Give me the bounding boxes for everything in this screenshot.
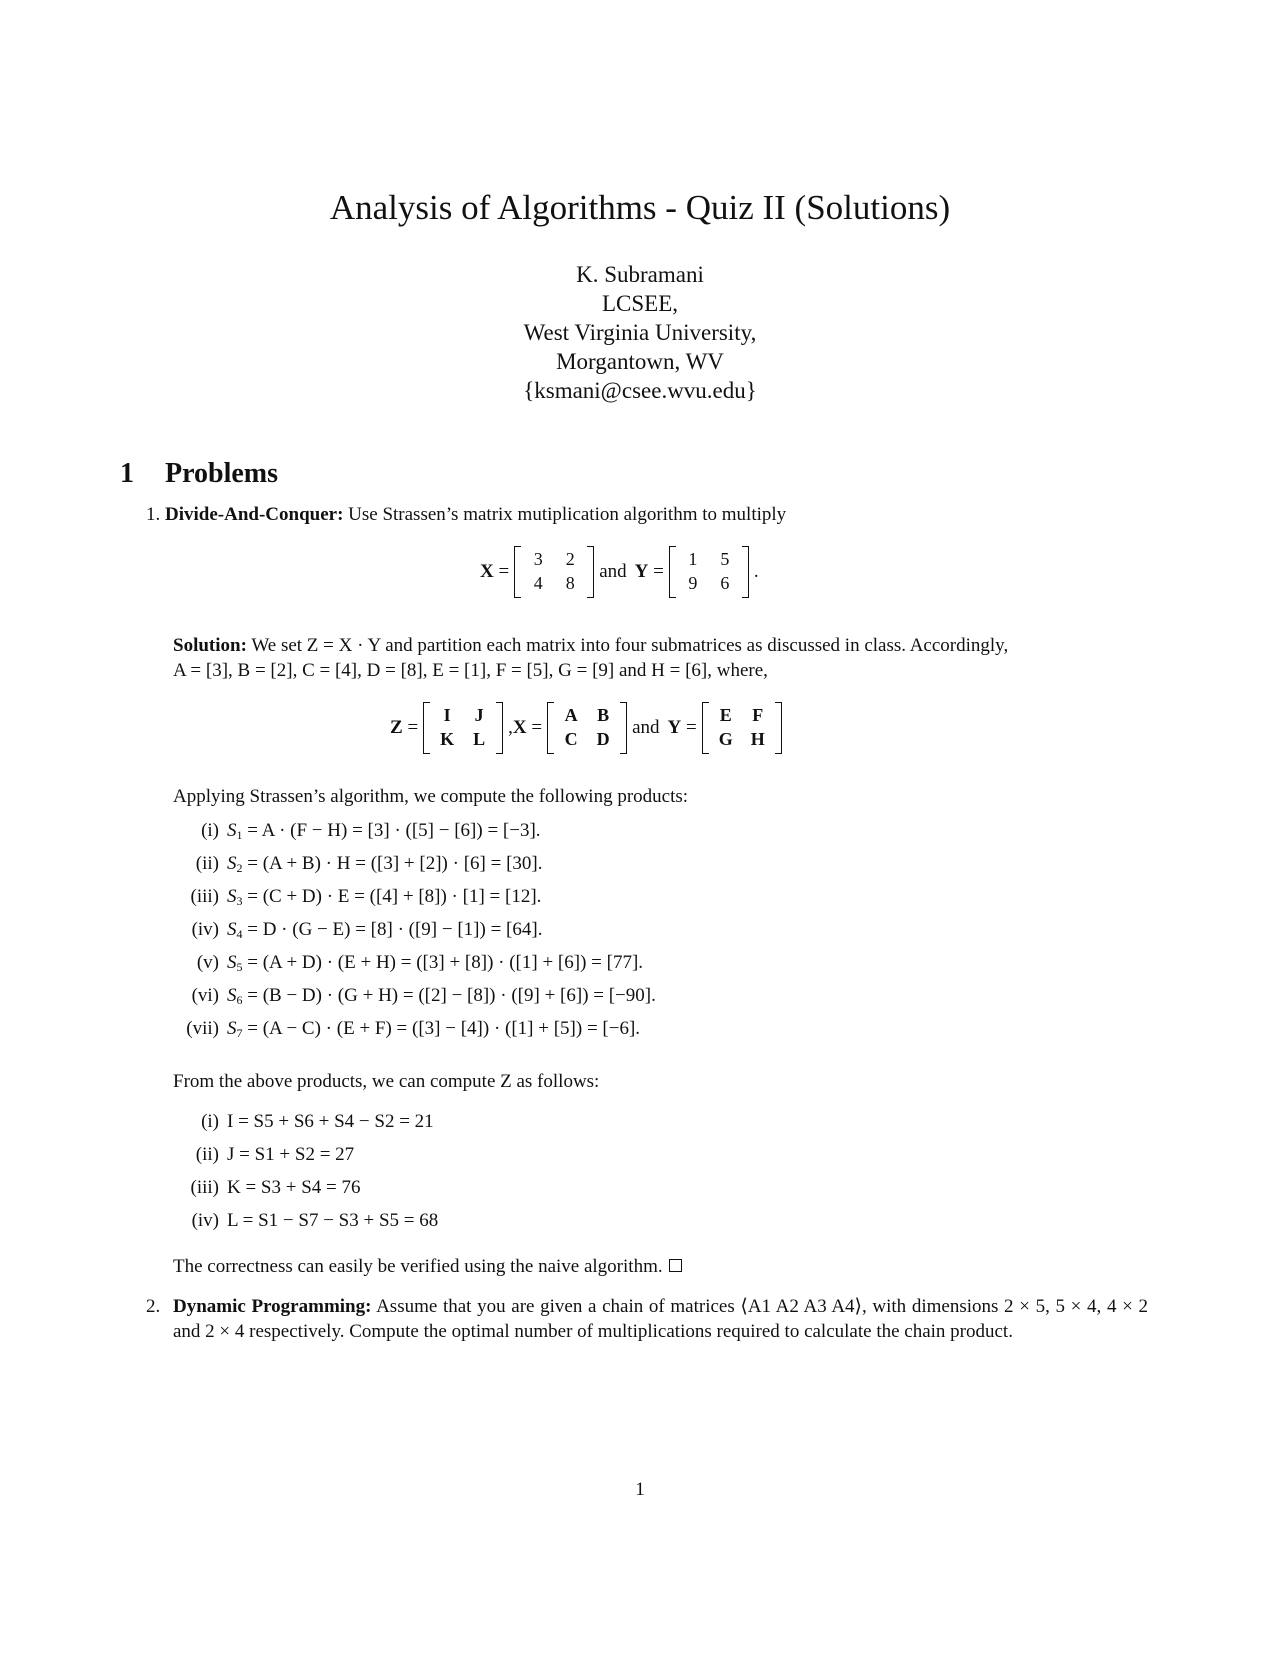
x-block: C (564, 729, 578, 750)
z-block-matrix (423, 702, 503, 754)
x-entry: 2 (565, 549, 575, 570)
product-expr: = (A − C) · (E + F) = ([3] − [4]) · ([1] + [5]) = [−6]. (242, 1018, 641, 1039)
product-item (175, 984, 656, 1009)
product-expr: = (B − D) · (G + H) = ([2] − [8]) · ([9] + [6]) = [−90]. (242, 985, 656, 1006)
x-block: A (564, 705, 578, 726)
solution-line-1: We set Z = X · Y and partition each matrix into four submatrices as discussed in class. Accordingly, (251, 635, 1009, 656)
from-products-text: From the above products, we can compute Z as follows: (173, 1071, 600, 1092)
item-label: (i) (201, 820, 219, 841)
problem-1-text: Use Strassen’s matrix mutiplication algorithm to multiply (348, 504, 787, 525)
block-matrices-row: Z = I J K L , X = A B C D and Y = E F G H (390, 702, 787, 754)
z-block: L (473, 729, 486, 750)
result-item (175, 1176, 361, 1201)
problem-2-heading: Dynamic Programming: (173, 1296, 372, 1317)
y-block: H (750, 729, 765, 750)
x-block: B (597, 705, 610, 726)
and-connector: and (632, 716, 660, 738)
product-var: S (227, 952, 237, 973)
item-label: (iv) (191, 919, 219, 940)
product-item (175, 819, 541, 844)
product-sub: 7 (236, 1026, 243, 1040)
product-sub: 6 (236, 993, 243, 1007)
product-var: S (227, 919, 237, 940)
y-block: F (752, 705, 764, 726)
section-number: 1 (120, 458, 134, 489)
author-university: West Virginia University, (523, 320, 757, 345)
item-label: (vii) (186, 1018, 219, 1039)
product-item (175, 918, 542, 943)
section-title: Problems (165, 458, 279, 489)
x-block-matrix (547, 702, 627, 754)
product-var: S (227, 985, 237, 1006)
verification-text: The correctness can easily be verified using the naive algorithm. (173, 1256, 663, 1277)
item-label: (i) (201, 1111, 219, 1132)
product-sub: 1 (236, 828, 243, 842)
product-var: S (227, 886, 237, 907)
x-entry: 8 (565, 573, 575, 594)
item-label: (ii) (195, 853, 219, 874)
author-location: Morgantown, WV (556, 349, 724, 374)
y-entry: 1 (688, 549, 698, 570)
product-item (175, 852, 542, 877)
y-matrix (669, 546, 749, 598)
and-connector: and (599, 560, 627, 582)
z-block: J (474, 705, 484, 726)
author-block (0, 260, 1280, 405)
result-item (175, 1110, 434, 1135)
document-title: Analysis of Algorithms - Quiz II (Solutions) (329, 188, 951, 227)
verification-note (173, 1255, 682, 1280)
z-matrix-label: Z (390, 716, 403, 738)
product-item (175, 951, 643, 976)
product-expr: = A · (F − H) = [3] · ([5] − [6]) = [−3]. (242, 820, 541, 841)
result-text: I = S5 + S6 + S4 − S2 = 21 (227, 1111, 434, 1132)
author-email: {ksmani@csee.wvu.edu} (523, 378, 757, 403)
product-var: S (227, 1018, 237, 1039)
result-item (175, 1209, 438, 1234)
x-block-label: X (512, 716, 527, 738)
author-name: K. Subramani (576, 262, 704, 287)
item-label: (v) (196, 952, 219, 973)
x-block: D (596, 729, 610, 750)
z-block: I (443, 705, 451, 726)
y-block: G (718, 729, 733, 750)
problem-1-heading: Divide-And-Conquer: (165, 504, 344, 525)
solution-label: Solution: (173, 635, 247, 656)
y-entry: 9 (688, 573, 698, 594)
product-item (175, 1017, 640, 1042)
applying-text: Applying Strassen’s algorithm, we compute the following products: (173, 786, 689, 807)
item-label: (iii) (190, 1177, 219, 1198)
y-entry: 5 (720, 549, 730, 570)
y-block-label: Y (667, 716, 682, 738)
y-matrix-label: Y (634, 560, 649, 582)
product-sub: 5 (236, 960, 243, 974)
result-text: K = S3 + S4 = 76 (227, 1177, 361, 1198)
problem-2-text: Assume that you are given a chain of matrices ⟨A1 A2 A3 A4⟩, with dimensions 2 × 5, 5 × 4, 4 × 2 and 2 × 4 respectively. Compute the optimal number of multiplications required to calculate the chain product. (173, 1296, 1148, 1342)
z-block: K (440, 729, 455, 750)
solution-paragraph (173, 634, 1148, 683)
y-block: E (719, 705, 732, 726)
product-expr: = D · (G − E) = [8] · ([9] − [1]) = [64]. (242, 919, 543, 940)
item-label: (vi) (191, 985, 219, 1006)
product-sub: 4 (236, 927, 243, 941)
product-expr: = (A + B) · H = ([3] + [2]) · [6] = [30]. (242, 853, 543, 874)
solution-line-2: A = [3], B = [2], C = [4], D = [8], E = [1], F = [5], G = [9] and H = [6], where, (173, 659, 768, 681)
x-matrix (514, 546, 594, 598)
problem-1-statement (146, 503, 786, 528)
product-expr: = (A + D) · (E + H) = ([3] + [8]) · ([1] + [6]) = [77]. (242, 952, 644, 973)
result-text: J = S1 + S2 = 27 (227, 1144, 355, 1165)
item-label: (iii) (190, 886, 219, 907)
x-entry: 4 (533, 573, 543, 594)
y-block-matrix (702, 702, 782, 754)
product-sub: 2 (236, 861, 243, 875)
y-entry: 6 (720, 573, 730, 594)
item-label: (iv) (191, 1210, 219, 1231)
product-var: S (227, 820, 237, 841)
result-text: L = S1 − S7 − S3 + S5 = 68 (227, 1210, 439, 1231)
problem-1-number: 1. (146, 504, 161, 525)
product-expr: = (C + D) · E = ([4] + [8]) · [1] = [12]. (242, 886, 542, 907)
product-var: S (227, 853, 237, 874)
problem-2-statement (173, 1295, 1148, 1344)
item-label: (ii) (195, 1144, 219, 1165)
x-matrix-label: X (480, 560, 494, 582)
product-item (175, 885, 541, 910)
qed-symbol (669, 1259, 682, 1272)
section-heading (120, 456, 278, 492)
page-number: 1 (635, 1479, 645, 1500)
x-entry: 3 (533, 549, 543, 570)
result-item (175, 1143, 354, 1168)
xy-matrices-row: X = 3 2 4 8 and Y = 1 5 9 6 . (480, 546, 759, 598)
product-sub: 3 (236, 894, 243, 908)
problem-2-number: 2. (146, 1296, 161, 1317)
author-department: LCSEE, (601, 291, 679, 316)
